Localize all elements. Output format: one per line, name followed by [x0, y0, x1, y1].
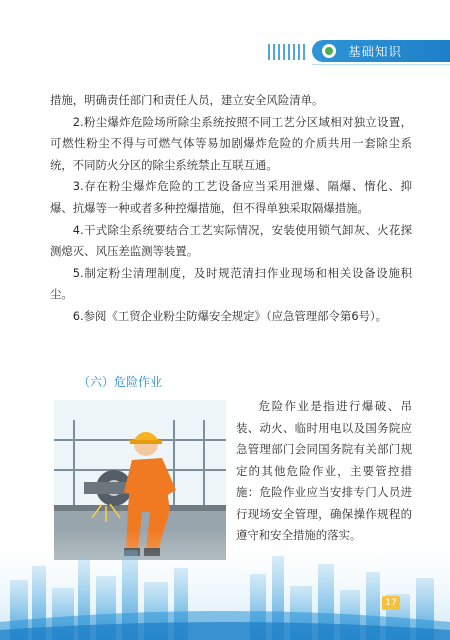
header-decoration-stripes	[268, 44, 308, 60]
city-skyline-icon	[0, 530, 450, 640]
section-body-text: 危险作业是指进行爆破、吊装、动火、临时用电以及国务院应急管理部门会同国务院有关部门规定的其他危险作业，主要管控措施：危险作业应当安排专门人员进行现场安全管理，确保操作规程的	[236, 399, 412, 521]
circle-badge-icon	[322, 44, 336, 58]
section-body	[236, 396, 412, 547]
header-divider	[312, 64, 450, 65]
body-text	[50, 90, 412, 328]
paragraph-1: 2.粉尘爆炸危险场所除尘系统按照不同工艺分区域相对独立设置，可燃性粉尘不得与可燃气体等易加剧爆炸危险的介质共用一套除尘系统，不同防火分区的除尘系统禁止互联互通。	[50, 114, 412, 172]
paragraph-3: 4.干式除尘系统要结合工艺实际情况，安装使用锁气卸灰、火花探测熄灭、风压差监测等装置。	[50, 222, 412, 259]
section-header-title: 基础知识	[348, 44, 403, 59]
paragraph-5: 6.参阅《工贸企业粉尘防爆安全规定》（应急管理部令第6号）。	[72, 308, 388, 323]
paragraph-4: 5.制定粉尘清理制度，及时规范清扫作业现场和相关设备设施积尘。	[50, 265, 412, 302]
paragraph-2: 3.存在粉尘爆炸危险的工艺设备应当采用泄爆、隔爆、惰化、抑爆、抗爆等一种或者多种控爆措施，但不得单独采取隔爆措施。	[50, 179, 412, 215]
section-heading: （六）危险作业	[78, 375, 163, 389]
section-header-tab	[312, 40, 450, 62]
paragraph-0: 措施，明确责任部门和责任人员，建立安全风险清单。	[50, 93, 324, 107]
page-number: 17	[382, 596, 400, 610]
